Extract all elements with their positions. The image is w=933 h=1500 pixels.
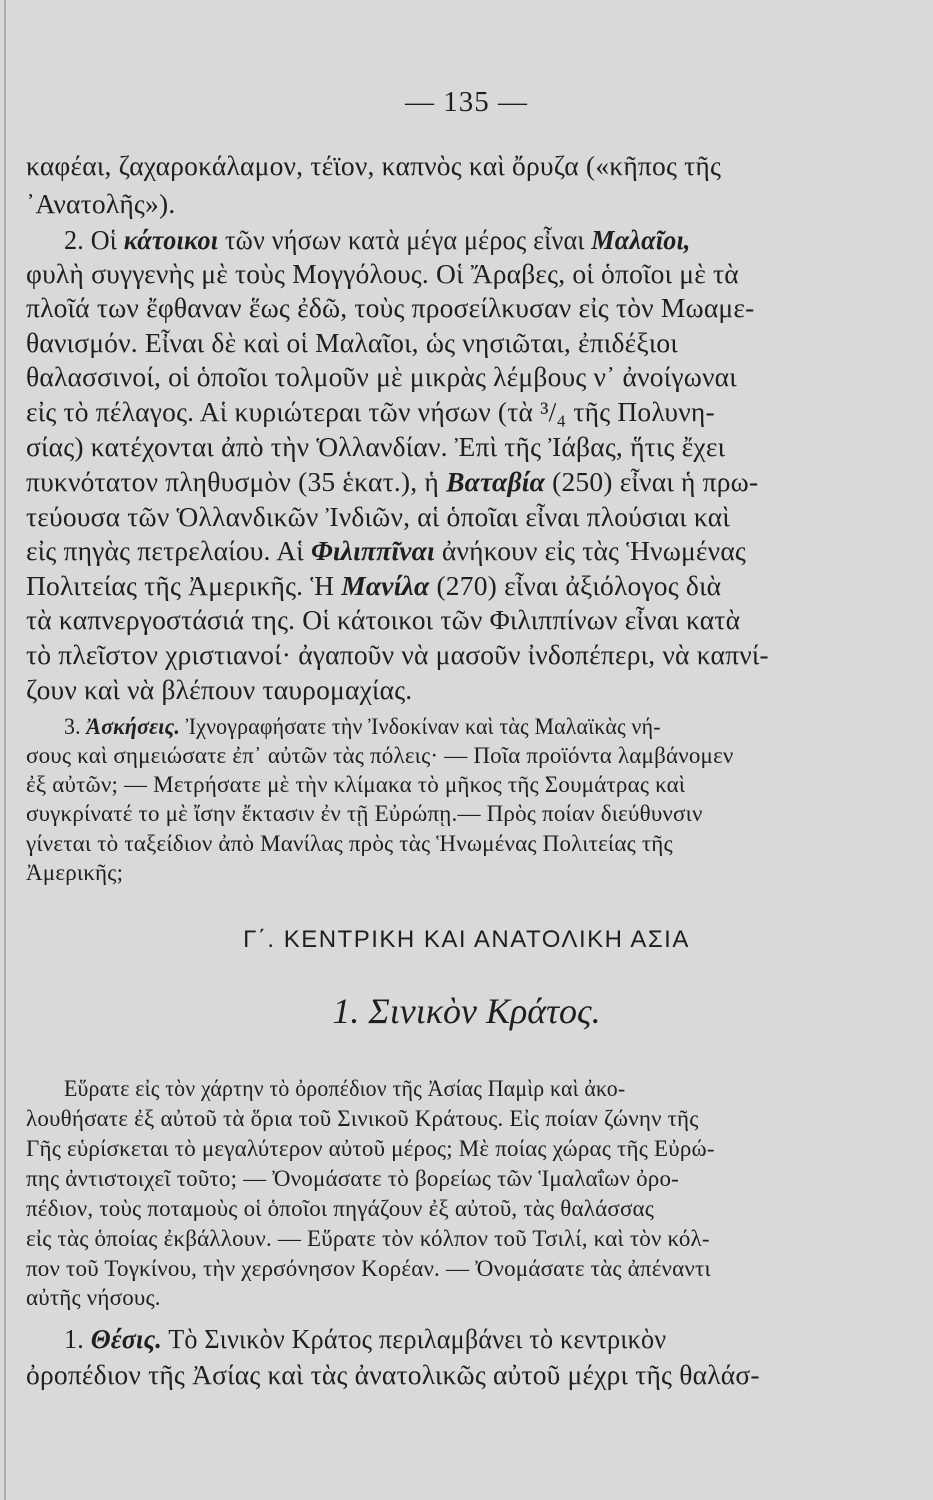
text-line: [26, 292, 786, 324]
text-run: ζουν καὶ νὰ βλέπουν ταυρομαχίας.: [26, 674, 413, 705]
text-line: [26, 860, 786, 886]
subsection-heading: 1. Σινικὸν Κράτος.: [332, 991, 601, 1031]
text-run: εἰς τὰς ὁποίας ἐκβάλλουν. — Εὕρατε τὸν κόλπον τοῦ Τσιλί, καὶ τὸν κόλ-: [26, 1226, 710, 1251]
text-line: [26, 831, 786, 857]
text-run: πλοῖά των ἔφθαναν ἕως ἐδῶ, τοὺς προσείλκυσαν εἰς τὸν Μωαμε-: [26, 292, 755, 323]
text-line: [64, 1076, 786, 1102]
text-line: [26, 772, 786, 798]
text-run: πον τοῦ Τογκίνου, τὴν χερσόνησον Κορέαν. — Ὀνομάσατε τὰς ἀπέναντι: [26, 1256, 711, 1281]
emphasis-term: Ἀσκήσεις.: [86, 714, 181, 739]
text-run: ὀροπέδιον τῆς Ἀσίας καὶ τὰς ἀνατολικῶς αὐτοῦ μέχρι τῆς θαλάσ-: [26, 1359, 760, 1390]
text-run: Εὕρατε εἰς τὸν χάρτην τὸ ὀροπέδιον τῆς Ἀσίας Παμὶρ καὶ ἀκο-: [64, 1076, 626, 1101]
text-line: [26, 1196, 786, 1222]
text-line: [26, 604, 786, 636]
text-run: (250) εἶναι ἡ πρω-: [545, 466, 759, 497]
text-line: [26, 801, 786, 827]
text-line: [64, 714, 786, 740]
text-line: [26, 1256, 786, 1282]
text-run: 3.: [64, 714, 87, 739]
emphasis-term: κάτοικοι: [123, 224, 219, 255]
emphasis-term: Φιλιππῖναι: [310, 535, 435, 566]
text-run: φυλὴ συγγενὴς μὲ τοὺς Μογγόλους. Οἱ Ἄραβες, οἱ ὁποῖοι μὲ τὰ: [26, 258, 739, 289]
text-line: [26, 674, 786, 706]
text-run: 2. Οἱ: [64, 224, 124, 255]
text-run: λουθήσατε ἐξ αὐτοῦ τὰ ὅρια τοῦ Σινικοῦ Κράτους. Εἰς ποίαν ζώνην τῆς: [26, 1106, 699, 1131]
text-run: τὸ πλεῖστον χριστιανοί· ἀγαποῦν νὰ μασοῦν ἰνδοπέπερι, νὰ καπνί-: [26, 639, 769, 670]
text-run: τὰ καπνεργοστάσιά της. Οἱ κάτοικοι τῶν Φιλιππίνων εἶναι κατὰ: [26, 604, 741, 635]
text-run: τῶν νήσων κατὰ μέγα μέρος εἶναι: [218, 224, 592, 255]
text-line: [26, 1359, 786, 1391]
text-line: [26, 361, 786, 393]
text-line: [26, 1106, 786, 1132]
text-line: [26, 1166, 786, 1192]
text-run: θανισμόν. Εἶναι δὲ καὶ οἱ Μαλαῖοι, ὡς νησιῶται, ἐπιδέξιοι: [26, 327, 678, 358]
emphasis-term: Μανίλα: [341, 570, 430, 601]
text-line: [26, 396, 786, 428]
text-line: [26, 1136, 786, 1162]
text-line: [26, 1285, 786, 1311]
text-run: ἀνήκουν εἰς τὰς Ἡνωμένας: [434, 535, 747, 566]
emphasis-term: Θέσις.: [90, 1323, 163, 1354]
text-run: θαλασσινοί, οἱ ὁποῖοι τολμοῦν μὲ μικρὰς λέμβους ν᾿ ἀνοίγωναι: [26, 361, 737, 392]
emphasis-term: Μαλαῖοι,: [591, 224, 691, 255]
text-run: ἐξ αὐτῶν; — Μετρήσατε μὲ τὴν κλίμακα τὸ μῆκος τῆς Σουμάτρας καὶ: [26, 772, 686, 797]
text-line: [26, 431, 786, 463]
text-line: [64, 1323, 786, 1355]
text-run: (270) εἶναι ἀξιόλογος διὰ: [429, 570, 722, 601]
text-run: εἰς πηγὰς πετρελαίου. Αἱ: [26, 535, 311, 566]
text-run: Ἰχνογραφήσατε τὴν Ἰνδοκίναν καὶ τὰς Μαλαϊκὰς νή-: [180, 714, 661, 739]
text-run: πυκνότατον πληθυσμὸν (35 ἑκατ.), ἡ: [26, 466, 447, 497]
text-run: τεύουσα τῶν Ὁλλανδικῶν Ἰνδιῶν, αἱ ὁποῖαι εἶναι πλούσιαι καὶ: [26, 501, 730, 532]
text-run: ᾿Ανατολῆς»).: [26, 188, 176, 219]
text-run: Γῆς εὑρίσκεται τὸ μεγαλύτερον αὐτοῦ μέρος; Μὲ ποίας χώρας τῆς Εὐρώ-: [26, 1136, 715, 1161]
text-run: συγκρίνατέ το μὲ ἴσην ἔκτασιν ἐν τῇ Εὐρώπῃ.— Πρὸς ποίαν διεύθυνσιν: [26, 801, 703, 826]
text-run: Ἀμερικῆς;: [26, 860, 124, 885]
text-run: σίας) κατέχονται ἀπὸ τὴν Ὁλλανδίαν. Ἐπὶ τῆς Ἰάβας, ἥτις ἔχει: [26, 431, 726, 462]
text-line: [26, 570, 786, 602]
text-line: [26, 501, 786, 533]
text-line: [26, 743, 786, 769]
text-line: [26, 188, 786, 220]
text-run: πέδιον, τοὺς ποταμοὺς οἱ ὁποῖοι πηγάζουν ἐξ αὐτοῦ, τὰς θαλάσσας: [26, 1196, 655, 1221]
text-line: [26, 258, 786, 290]
text-run: Τὸ Σινικὸν Κράτος περιλαμβάνει τὸ κεντρικὸν: [162, 1323, 667, 1354]
text-run: 1.: [64, 1323, 91, 1354]
emphasis-term: Βαταβία: [446, 466, 546, 497]
text-line: [26, 535, 786, 567]
text-run: σους καὶ σημειώσατε ἐπ᾿ αὐτῶν τὰς πόλεις· — Ποῖα προϊόντα λαμβάνομεν: [26, 743, 734, 768]
text-line: [26, 639, 786, 671]
text-run: γίνεται τὸ ταξείδιον ἀπὸ Μανίλας πρὸς τὰς Ἡνωμένας Πολιτείας τῆς: [26, 831, 673, 856]
page-number: — 135 —: [405, 86, 528, 118]
text-line: [26, 466, 786, 498]
text-run: καφέαι, ζαχαροκάλαμον, τέϊον, καπνὸς καὶ ὄρυζα («κῆπος τῆς: [26, 150, 722, 181]
text-run: αὐτῆς νήσους.: [26, 1285, 161, 1310]
text-line: [26, 150, 786, 182]
text-run: πης ἀντιστοιχεῖ τοῦτο; — Ὀνομάσατε τὸ βορείως τῶν Ἱμαλαΐων ὀρο-: [26, 1166, 680, 1191]
text-run: εἰς τὸ πέλαγος. Αἱ κυριώτεραι τῶν νήσων (τὰ ³/₄ τῆς Πολυνη-: [26, 396, 715, 427]
text-run: Πολιτείας τῆς Ἀμερικῆς. Ἡ: [26, 570, 342, 601]
text-line: [26, 327, 786, 359]
section-heading: Γ΄. ΚΕΝΤΡΙΚΗ ΚΑΙ ΑΝΑΤΟΛΙΚΗ ΑΣΙΑ: [243, 926, 690, 953]
text-line: [64, 224, 786, 256]
text-line: [26, 1226, 786, 1252]
page-edge: [4, 0, 6, 1500]
